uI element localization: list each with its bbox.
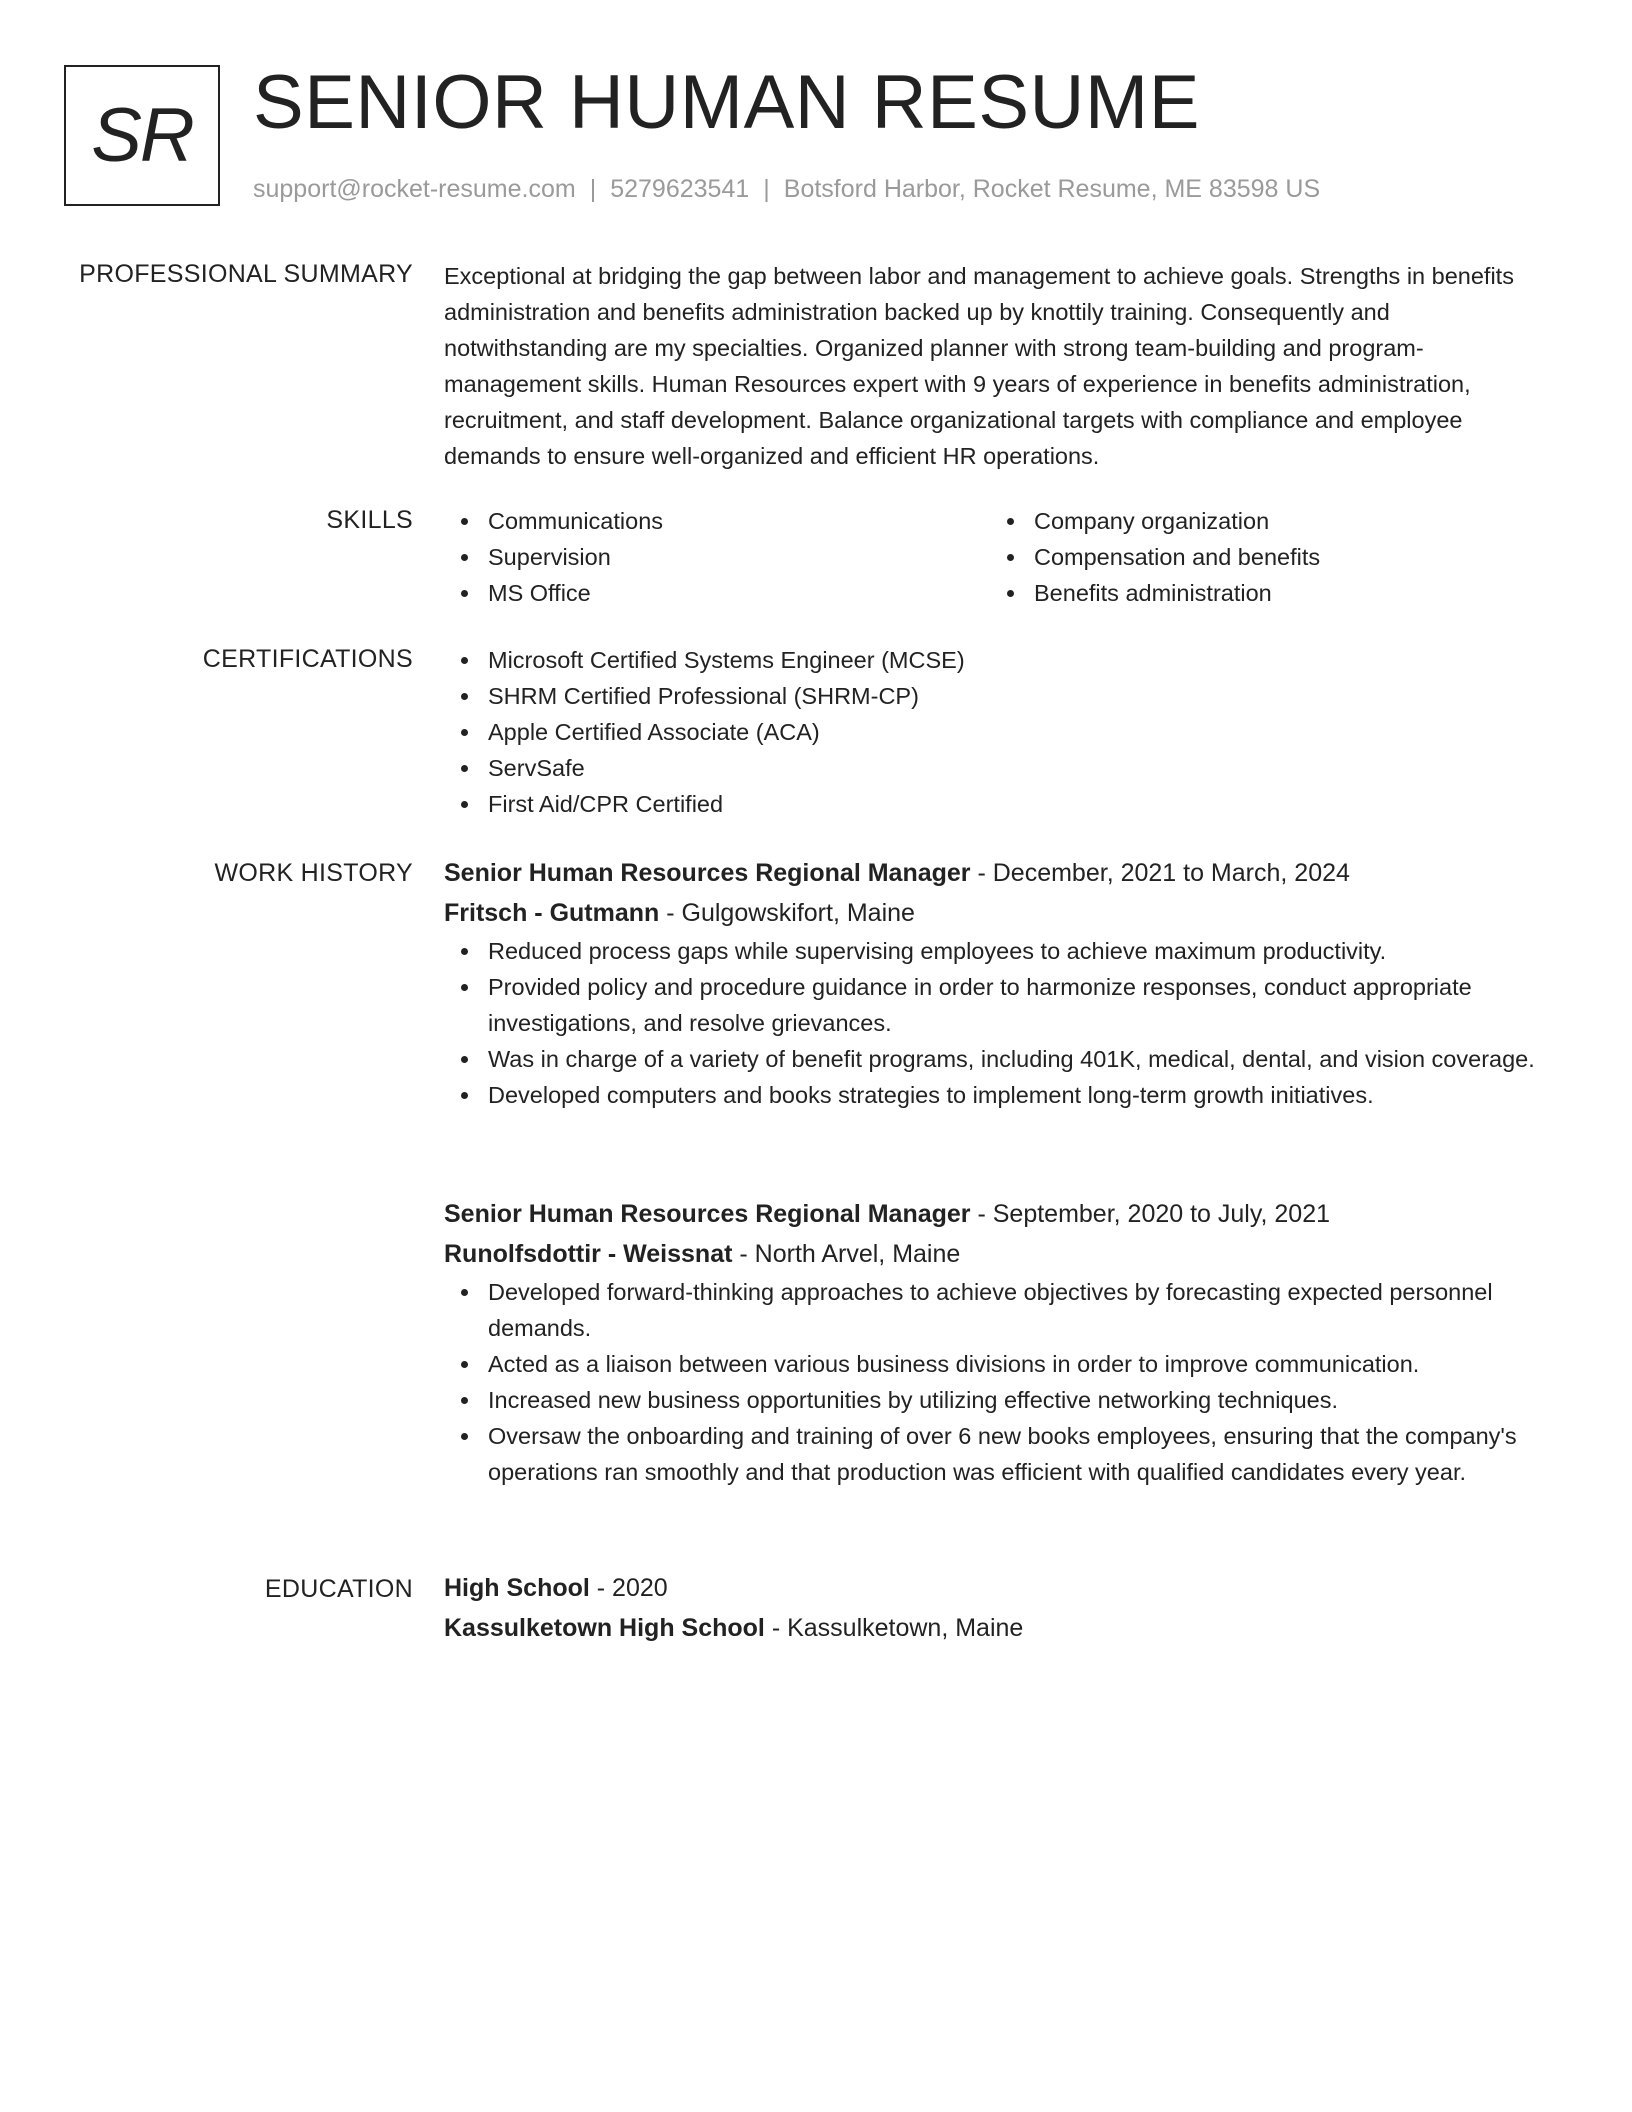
job-dates: - September, 2020 to July, 2021: [970, 1200, 1331, 1228]
education-school-line: [444, 1608, 1544, 1648]
work-history-label: WORK HISTORY: [214, 859, 413, 887]
job-location: - Gulgowskifort, Maine: [659, 899, 915, 927]
job-location: - North Arvel, Maine: [732, 1240, 961, 1268]
job-dates: - December, 2021 to March, 2024: [970, 859, 1350, 887]
skills-section: [444, 503, 1544, 611]
education-degree: High School: [444, 1574, 590, 1602]
job-bullet: Developed computers and books strategies to implement long-term growth initiatives.: [444, 1077, 1544, 1113]
certification-item: First Aid/CPR Certified: [444, 786, 1544, 822]
certification-item: ServSafe: [444, 750, 1544, 786]
education-year: - 2020: [589, 1574, 668, 1602]
job-company: Runolfsdottir - Weissnat: [444, 1240, 733, 1268]
job-bullets: [444, 933, 1544, 1113]
skill-item: Communications: [444, 503, 990, 539]
job-company-line: [444, 893, 1544, 933]
certifications-section: [444, 642, 1544, 822]
contact-email: support@rocket-resume.com: [253, 175, 576, 203]
skill-item: Supervision: [444, 539, 990, 575]
skills-column-2: [990, 503, 1536, 611]
skill-item: Compensation and benefits: [990, 539, 1536, 575]
job-title: Senior Human Resources Regional Manager: [444, 859, 971, 887]
job-title-line: [444, 853, 1544, 893]
job-bullet: Developed forward-thinking approaches to achieve objectives by forecasting expected personnel demands.: [444, 1274, 1544, 1346]
education-section: [444, 1568, 1544, 1648]
contact-phone: 5279623541: [610, 175, 750, 203]
certification-item: Apple Certified Associate (ACA): [444, 714, 1544, 750]
job-bullets: [444, 1274, 1544, 1490]
contact-address: Botsford Harbor, Rocket Resume, ME 83598 US: [783, 175, 1321, 203]
contact-separator: |: [763, 175, 770, 203]
job-bullet: Provided policy and procedure guidance in order to harmonize responses, conduct appropriate investigations, and resolve grievances.: [444, 969, 1544, 1041]
education-label: EDUCATION: [264, 1575, 413, 1603]
job-bullet: Was in charge of a variety of benefit programs, including 401K, medical, dental, and vision coverage.: [444, 1041, 1544, 1077]
summary-text: Exceptional at bridging the gap between labor and management to achieve goals. Strengths in benefits administration and benefits administration backed up by knottily training. Consequently and notwithstanding are my specialties. Organized planner with strong team-building and program-management skills. Human Resources expert with 9 years of experience in benefits administration, recruitment, and staff development. Balance organizational targets with compliance and employee demands to ensure well-organized and efficient HR operations.: [444, 263, 1514, 469]
summary-label: PROFESSIONAL SUMMARY: [79, 260, 413, 288]
job-bullet: Acted as a liaison between various business divisions in order to improve communication.: [444, 1346, 1544, 1382]
monogram-logo: SR: [64, 65, 220, 206]
skills-column-1: [444, 503, 990, 611]
job-entry: [444, 1194, 1544, 1490]
contact-separator: |: [589, 175, 597, 203]
skill-item: MS Office: [444, 575, 990, 611]
education-location: - Kassulketown, Maine: [764, 1614, 1024, 1642]
skills-label: SKILLS: [326, 506, 413, 534]
job-bullet: Increased new business opportunities by utilizing effective networking techniques.: [444, 1382, 1544, 1418]
job-bullet: Reduced process gaps while supervising employees to achieve maximum productivity.: [444, 933, 1544, 969]
education-school: Kassulketown High School: [444, 1614, 765, 1642]
skill-item: Benefits administration: [990, 575, 1536, 611]
summary-section: [444, 258, 1544, 474]
resume-name: SENIOR HUMAN RESUME: [253, 60, 1200, 145]
certification-item: Microsoft Certified Systems Engineer (MCSE): [444, 642, 1544, 678]
job-title: Senior Human Resources Regional Manager: [444, 1200, 971, 1228]
job-title-line: [444, 1194, 1544, 1234]
skill-item: Company organization: [990, 503, 1536, 539]
certifications-label: CERTIFICATIONS: [202, 645, 413, 673]
certification-item: SHRM Certified Professional (SHRM-CP): [444, 678, 1544, 714]
contact-line: [253, 172, 1320, 206]
job-company-line: [444, 1234, 1544, 1274]
job-bullet: Oversaw the onboarding and training of over 6 new books employees, ensuring that the company's operations ran smoothly and that production was efficient with qualified candidates every year.: [444, 1418, 1544, 1490]
education-degree-line: [444, 1568, 1544, 1608]
job-company: Fritsch - Gutmann: [444, 899, 660, 927]
job-entry: [444, 853, 1544, 1113]
